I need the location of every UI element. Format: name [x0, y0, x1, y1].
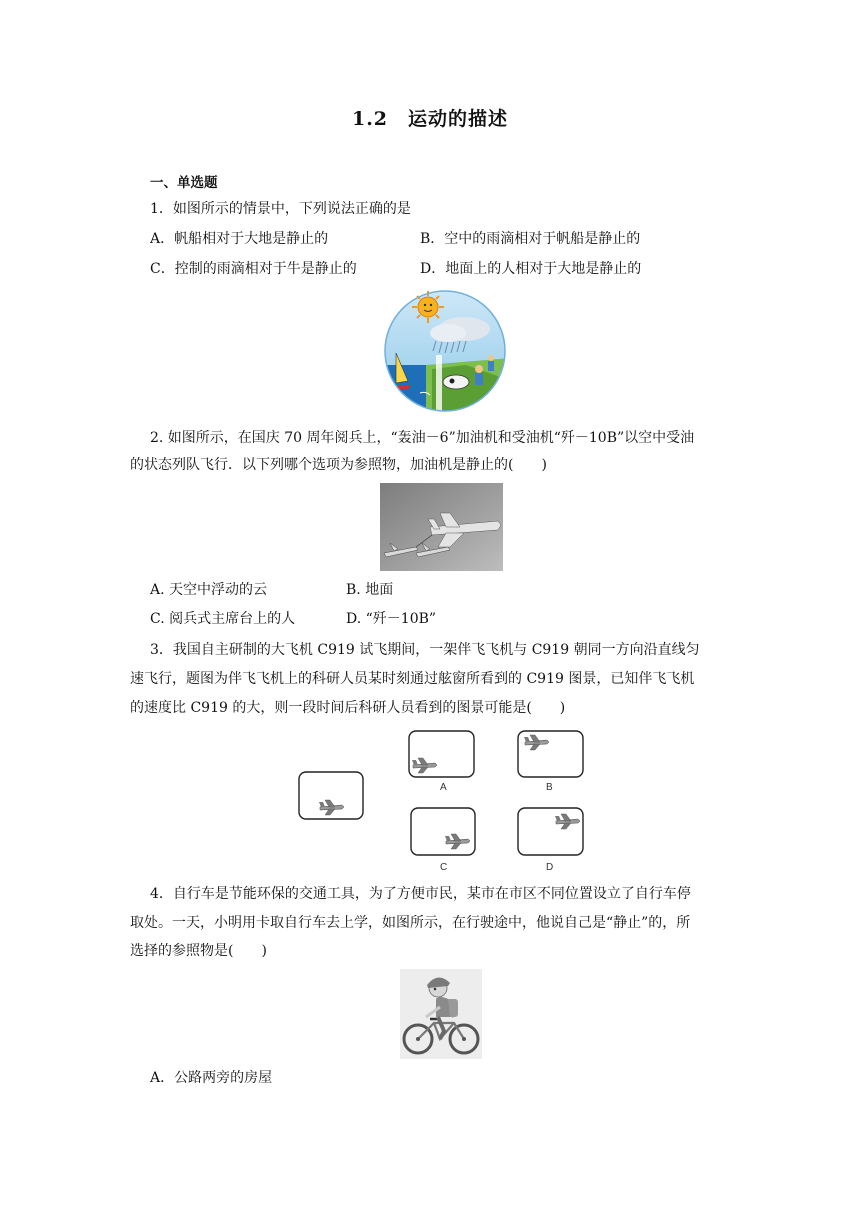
q4-cyclist-image: [400, 969, 482, 1059]
q3-stem-line3: 的速度比 C919 的大，则一段时间后科研人员看到的图景可能是( ): [130, 700, 566, 716]
q2-option-d: D. “歼－10B”: [346, 611, 437, 627]
q3-label-a: A: [440, 782, 447, 793]
section-heading: 一、单选题: [150, 175, 218, 191]
q1-option-d: D．地面上的人相对于大地是静止的: [420, 261, 642, 277]
q3-stem-line2: 速飞行，题图为伴飞飞机上的科研人员某时刻通过舷窗所看到的 C919 图景，已知伴飞飞机: [130, 671, 695, 687]
q4-stem-line2: 取处。一天，小明用卡取自行车去上学，如图所示，在行驶途中，他说自己是“静止”的，所: [130, 915, 691, 931]
q2-option-c: C. 阅兵式主席台上的人: [150, 611, 296, 627]
q2-aircraft-photo: [380, 483, 503, 571]
q1-option-a: A．帆船相对于大地是静止的: [150, 231, 329, 247]
q1-stem: 1．如图所示的情景中，下列说法正确的是: [150, 201, 411, 217]
q1-option-b: B．空中的雨滴相对于帆船是静止的: [420, 231, 641, 247]
q2-stem-line2: 的状态列队飞行．以下列哪个选项为参照物，加油机是静止的( ): [130, 457, 547, 473]
q4-stem-line3: 选择的参照物是( ): [130, 943, 267, 959]
q1-option-c: C．控制的雨滴相对于牛是静止的: [150, 261, 357, 277]
q3-label-d: D: [546, 862, 554, 873]
q2-option-a: A. 天空中浮动的云: [150, 582, 268, 598]
page-title: 1.2 运动的描述: [351, 108, 509, 130]
q3-label-b: B: [546, 782, 553, 793]
q2-stem-line1: 2. 如图所示，在国庆 70 周年阅兵上，“轰油－6”加油机和受油机“歼－10B”以空中受油: [150, 430, 695, 446]
q1-scene-image: [366, 287, 524, 415]
q3-stem-line1: 3．我国自主研制的大飞机 C919 试飞期间，一架伴飞飞机与 C919 朝同一方向沿直线匀: [150, 642, 700, 658]
q3-window-diagrams: [296, 728, 588, 878]
q4-stem-line1: 4．自行车是节能环保的交通工具，为了方便市民，某市在市区不同位置设立了自行车停: [150, 886, 691, 902]
q3-label-c: C: [440, 862, 448, 873]
q4-option-a: A．公路两旁的房屋: [150, 1070, 273, 1086]
q2-option-b: B. 地面: [346, 582, 394, 598]
